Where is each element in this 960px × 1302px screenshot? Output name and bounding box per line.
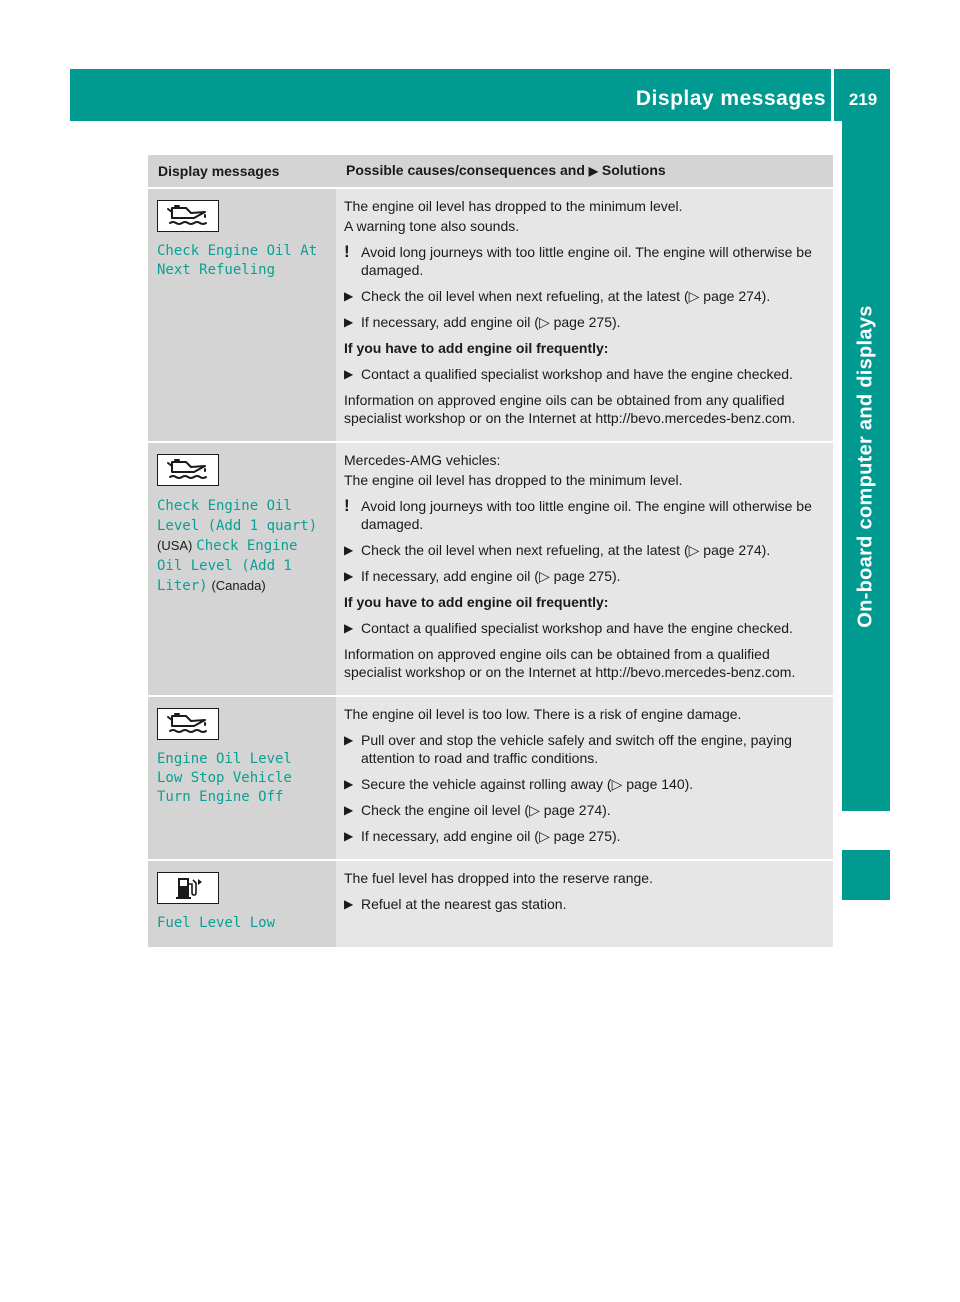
- engine-oil-icon: [157, 708, 219, 740]
- engine-oil-icon: [157, 454, 219, 486]
- display-message: Engine Oil Level Low Stop Vehicle Turn Engine Off: [157, 751, 292, 805]
- header-title: Display messages: [635, 87, 826, 110]
- action-arrow-icon: ▶: [344, 289, 354, 303]
- table-row: [148, 442, 833, 696]
- cause-text: The engine oil level has dropped to the minimum level.: [344, 198, 683, 214]
- action-text: Contact a qualified specialist workshop and have the engine checked.: [361, 620, 793, 636]
- subheading: If you have to add engine oil frequently:: [344, 340, 609, 356]
- action-text: Check the engine oil level (▷ page 274).: [361, 802, 611, 818]
- action-step: [344, 619, 825, 637]
- region-tag-canada: (Canada): [211, 578, 266, 593]
- solution-cell: [336, 442, 833, 696]
- section-tab-label-wrap: [842, 121, 890, 811]
- warning-text: Avoid long journeys with too little engine oil. The engine will otherwise be damaged.: [361, 498, 812, 532]
- subheading: If you have to add engine oil frequently:: [344, 594, 609, 610]
- table-header-row: [148, 155, 833, 188]
- solution-cell: [336, 696, 833, 860]
- display-message: Fuel Level Low: [157, 915, 276, 931]
- message-cell: [148, 860, 336, 948]
- cause-text: The fuel level has dropped into the reserve range.: [344, 870, 653, 886]
- action-arrow-icon: ▶: [588, 164, 599, 178]
- header-separator: [831, 69, 834, 121]
- page-number: 219: [848, 90, 878, 109]
- region-tag-usa: (USA): [157, 538, 193, 553]
- col-header-causes-text: Possible causes/consequences and: [346, 162, 585, 178]
- action-step: [344, 731, 825, 767]
- fuel-pump-icon: [157, 872, 219, 904]
- action-text: If necessary, add engine oil (▷ page 275).: [361, 314, 621, 330]
- action-arrow-icon: ▶: [344, 569, 354, 583]
- action-step: [344, 801, 825, 819]
- cause-text: The engine oil level has dropped to the minimum level.: [344, 472, 683, 488]
- action-step: [344, 287, 825, 305]
- section-tab-label: On-board computer and displays: [854, 304, 877, 628]
- table-row: [148, 188, 833, 442]
- cause-text: The engine oil level is too low. There is a risk of engine damage.: [344, 706, 742, 722]
- action-step: [344, 365, 825, 383]
- action-text: Pull over and stop the vehicle safely and switch off the engine, paying attention to road and traffic conditions.: [361, 732, 792, 766]
- cause-text: Mercedes-AMG vehicles:: [344, 452, 501, 468]
- action-text: If necessary, add engine oil (▷ page 275).: [361, 828, 621, 844]
- info-text: Information on approved engine oils can be obtained from a qualified specialist workshop or on the Internet at http://bevo.mercedes-benz.com.: [344, 646, 796, 680]
- action-text: Check the oil level when next refueling, at the latest (▷ page 274).: [361, 288, 771, 304]
- action-arrow-icon: ▶: [344, 315, 354, 329]
- action-arrow-icon: ▶: [344, 621, 354, 635]
- display-message-group: [157, 496, 326, 596]
- engine-oil-icon: [157, 200, 219, 232]
- action-step: [344, 827, 825, 845]
- action-text: Check the oil level when next refueling, at the latest (▷ page 274).: [361, 542, 771, 558]
- action-text: Refuel at the nearest gas station.: [361, 896, 567, 912]
- message-cell: [148, 442, 336, 696]
- action-text: If necessary, add engine oil (▷ page 275).: [361, 568, 621, 584]
- action-arrow-icon: ▶: [344, 777, 354, 791]
- section-marker: [842, 850, 890, 900]
- action-arrow-icon: ▶: [344, 733, 354, 747]
- action-step: [344, 567, 825, 585]
- solution-cell: [336, 188, 833, 442]
- display-message-canada: Check Engine Oil Level (Add 1 Liter): [157, 538, 298, 594]
- solution-cell: [336, 860, 833, 948]
- message-cell: [148, 188, 336, 442]
- action-arrow-icon: ▶: [344, 829, 354, 843]
- col-header-display-messages: Display messages: [148, 155, 336, 188]
- action-text: Secure the vehicle against rolling away (▷ page 140).: [361, 776, 694, 792]
- cause-text: A warning tone also sounds.: [344, 218, 520, 234]
- action-step: [344, 541, 825, 559]
- display-message-usa: Check Engine Oil Level (Add 1 quart): [157, 498, 318, 534]
- action-step: [344, 313, 825, 331]
- table-row: [148, 696, 833, 860]
- action-step: [344, 775, 825, 793]
- action-arrow-icon: ▶: [344, 897, 354, 911]
- action-arrow-icon: ▶: [344, 367, 354, 381]
- warning-text: Avoid long journeys with too little engine oil. The engine will otherwise be damaged.: [361, 244, 812, 278]
- action-arrow-icon: ▶: [344, 543, 354, 557]
- display-message: Check Engine Oil At Next Refueling: [157, 243, 318, 278]
- warning-note: [344, 497, 825, 533]
- table-row: [148, 860, 833, 948]
- warning-icon: !: [344, 496, 350, 515]
- col-header-solutions-text: Solutions: [601, 162, 666, 178]
- action-step: [344, 895, 825, 913]
- action-arrow-icon: ▶: [344, 803, 354, 817]
- action-text: Contact a qualified specialist workshop and have the engine checked.: [361, 366, 793, 382]
- message-cell: [148, 696, 336, 860]
- warning-icon: !: [344, 242, 350, 261]
- info-text: Information on approved engine oils can be obtained from any qualified specialist workshop or on the Internet at http://bevo.mercedes-benz.com.: [344, 392, 796, 426]
- display-messages-table: [148, 155, 833, 949]
- warning-note: [344, 243, 825, 279]
- col-header-causes: [336, 155, 833, 188]
